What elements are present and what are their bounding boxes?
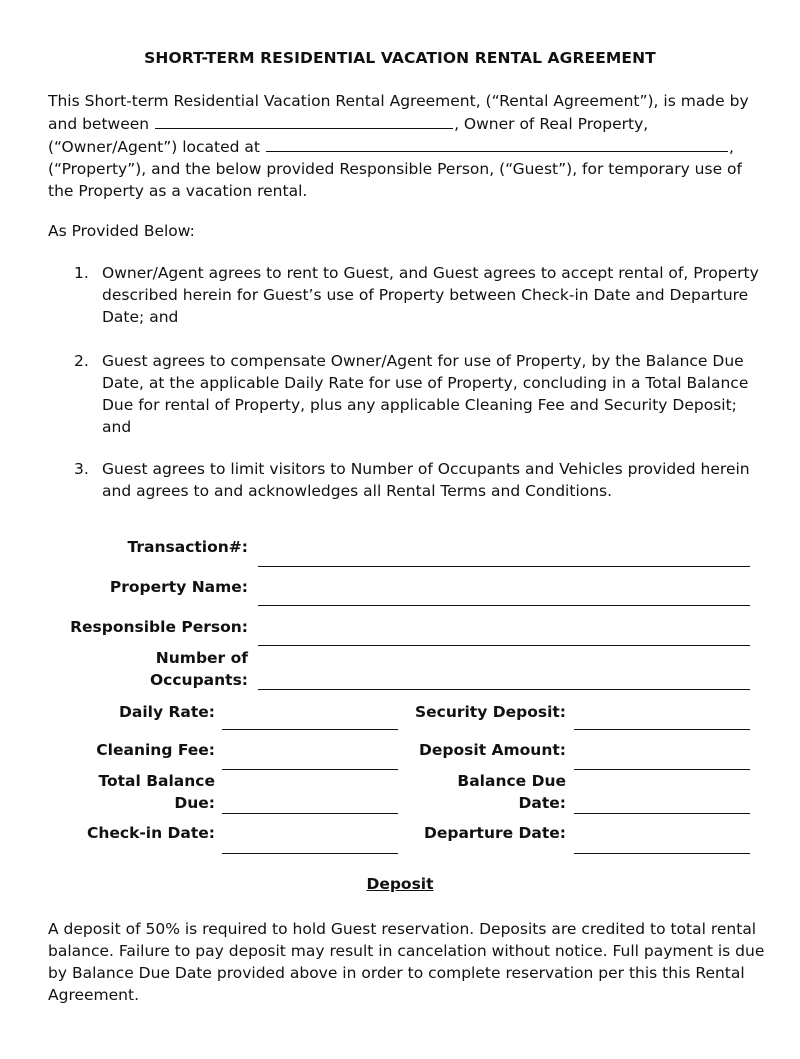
- as-provided-heading: As Provided Below:: [48, 222, 195, 240]
- security-deposit-label: Security Deposit:: [414, 703, 566, 721]
- checkin-date-field[interactable]: [222, 853, 398, 854]
- property-name-field[interactable]: [258, 605, 750, 606]
- total-balance-due-field[interactable]: [222, 813, 398, 814]
- intro-text-3: ,: [728, 138, 734, 156]
- deposit-amount-label: Deposit Amount:: [419, 741, 566, 759]
- property-address-blank[interactable]: [266, 135, 728, 152]
- cleaning-fee-label: Cleaning Fee:: [96, 741, 215, 759]
- intro-text-2: , Owner of Real Property, (“Owner/Agent”) located at: [48, 115, 649, 156]
- deposit-paragraph: A deposit of 50% is required to hold Guest reservation. Deposits are credited to total rental balance. Failure to pay deposit may result in cancelation without notice. Full payment is due by Balance Due Date provided above in order to complete reservation per this this Rental Agreement.: [48, 920, 765, 1004]
- daily-rate-field[interactable]: [222, 729, 398, 730]
- security-deposit-field[interactable]: [574, 729, 750, 730]
- intro-text-1: This Short-term Residential Vacation Rental Agreement, (“Rental Agreement”), is made by and between: [48, 92, 749, 133]
- balance-due-date-field[interactable]: [574, 813, 750, 814]
- intro-paragraph: [48, 90, 758, 202]
- cleaning-fee-field[interactable]: [222, 769, 398, 770]
- property-name-label: Property Name:: [109, 578, 248, 596]
- daily-rate-label: Daily Rate:: [119, 703, 215, 721]
- responsible-person-label: Responsible Person:: [70, 618, 248, 636]
- document-title: SHORT-TERM RESIDENTIAL VACATION RENTAL AGREEMENT: [144, 49, 656, 67]
- intro-text-4: (“Property”), and the below provided Responsible Person, (“Guest”), for temporary use of the Property as a vacation rental.: [48, 160, 742, 200]
- departure-date-field[interactable]: [574, 853, 750, 854]
- number-of-occupants-label: [40, 647, 248, 691]
- responsible-person-field[interactable]: [258, 645, 750, 646]
- balance-due-line2: Date:: [518, 794, 566, 812]
- list-text: Owner/Agent agrees to rent to Guest, and Guest agrees to accept rental of, Property described herein for Guest’s use of Property between Check-in Date and Departure Date; and: [102, 264, 759, 326]
- occupants-field[interactable]: [258, 689, 750, 690]
- list-number: 1.: [74, 264, 89, 282]
- total-balance-due-label: [40, 770, 215, 814]
- checkin-date-label: Check-in Date:: [86, 824, 215, 842]
- list-text: Guest agrees to compensate Owner/Agent for use of Property, by the Balance Due Date, at the applicable Daily Rate for use of Property, concluding in a Total Balance Due for rental of Property, plus any applicable Cleaning Fee and Security Deposit; and: [102, 352, 749, 436]
- occupants-label-line1: Number of: [155, 649, 248, 667]
- deposit-heading: Deposit: [366, 875, 434, 893]
- list-number: 2.: [74, 352, 89, 370]
- total-balance-line1: Total Balance: [98, 772, 215, 790]
- deposit-amount-field[interactable]: [574, 769, 750, 770]
- occupants-label-line2: Occupants:: [149, 671, 248, 689]
- list-number: 3.: [74, 460, 89, 478]
- transaction-field[interactable]: [258, 566, 750, 567]
- balance-due-date-label: [380, 770, 566, 814]
- list-text: Guest agrees to limit visitors to Number of Occupants and Vehicles provided herein and agrees to and acknowledges all Rental Terms and Conditions.: [102, 460, 750, 500]
- departure-date-label: Departure Date:: [423, 824, 566, 842]
- total-balance-line2: Due:: [174, 794, 215, 812]
- owner-name-blank[interactable]: [155, 112, 453, 129]
- transaction-label: Transaction#:: [127, 538, 248, 556]
- balance-due-line1: Balance Due: [457, 772, 566, 790]
